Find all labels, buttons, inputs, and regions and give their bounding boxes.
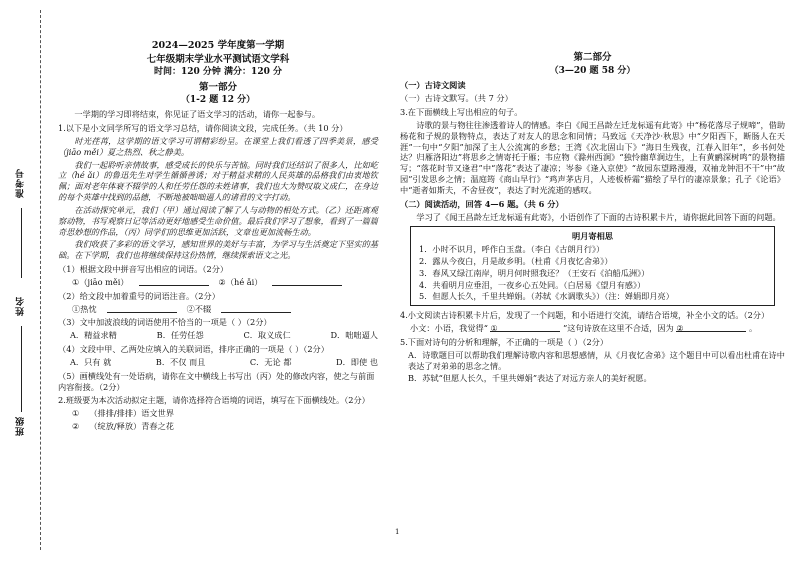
- q2-line-1-text: （排排/排排）语文世界: [89, 408, 174, 419]
- q1-sub3-option-b[interactable]: B．任劳任怨: [156, 330, 204, 341]
- poem-card-title: 明月寄相思: [572, 231, 613, 242]
- q5-option-b[interactable]: B．苏轼“但愿人长久，千里共婵娟”表达了对远方亲人的美好祝愿。: [408, 373, 652, 384]
- q5-option-a[interactable]: A．诗歌题目可以帮助我们理解诗歌内容和思想感情，从《月夜忆舍弟》这个题目中可以看出杜甫在诗中表达了对弟弟的思念之情。: [408, 349, 785, 371]
- q1-paragraph-2: 我们一起聆听亲情故事，感受成长的快乐与苦恼。同时我们还结识了很多人，比如屹立（hé ǎi）的鲁迅先生对学生循循善诱；对于精益求精的人民英雄的品格我们由衷地钦佩；面对老年体衰不辍学的人和任劳任怨的未姓诸事，我们也大为赞叹取义成仁，在身边的每个英雄中找到的品德，不断地被咄咄逼人的诸君的文字打动。: [58, 159, 378, 203]
- exam-number-line: [21, 208, 22, 278]
- q2-line-2: [58, 421, 378, 432]
- q2-line-1: [58, 408, 378, 419]
- q1-sub3-option-a[interactable]: A．精益求精: [70, 330, 117, 341]
- exam-subtitle: 七年级期末学业水平测试语文学科: [146, 53, 290, 65]
- q1-sub3-options: [58, 330, 378, 341]
- q4-blank-1-num: ①: [490, 323, 498, 334]
- q1-sub4-option-b[interactable]: B．不仅 而且: [155, 356, 206, 367]
- q2-line-2-text: （绽放/释放）青春之花: [89, 421, 174, 432]
- class-line: [21, 396, 22, 412]
- poem-card: [410, 226, 775, 306]
- part2-title: 第二部分: [573, 52, 612, 63]
- binding-dashed-line: [40, 10, 41, 550]
- part2-section-2: （二）阅读活动，回答 4—6 题。（共 6 分）: [400, 198, 564, 209]
- q4-blank-1[interactable]: [490, 323, 560, 332]
- exam-number-label: 准考号: [16, 168, 26, 198]
- q4-middle: ”这句诗放在这里不合适，因为: [563, 323, 674, 334]
- q2-stem: 2.班级要为本次活动拟定主题，请你选择符合语境的词语，填写在下面横线处。（2分）: [58, 395, 370, 406]
- right-column: [400, 40, 785, 384]
- q1-sub2-a-label: ①热忱: [72, 303, 97, 314]
- part2-section-1-sub: （一）古诗文默写。（共 7 分）: [400, 93, 513, 104]
- q1-sub1-b-blank[interactable]: [272, 277, 342, 286]
- q3-body: 诗歌的景与物往往渗透着诗人的情感。李白《闻王昌龄左迁龙标遥有此寄》中“杨花落尽子规啼”，借助杨花和子规的景物特点，表达了对友人的思念和同情；马致远《天净沙·秋思》中“夕阳西下，断肠人在天涯”一句中“夕阳”加深了主人公流寓的乡愁；王湾《次北固山下》“海日生残夜，江春入旧年”，乡书何处达？归雁洛阳边”将思乡之情寄托于雁；韦应物《滁州西涧》“独怜幽草涧边生，上有黄鹂深树鸣”的景物描写；“落花时节又逢君”中“落花”表达了凄凉；岑参《逢入京使》“故园东望路漫漫，双袖龙钟泪不干”中“故园”引发思乡之情；温庭筠《商山早行》“鸡声茅店月，人迹板桥霜”描绘了早行的凄凉景象；孔子《论语》中“逝者如斯夫，不舍昼夜”，表达了时光流逝的感叹。: [400, 119, 786, 195]
- part2-section-1: （一）古诗文阅读: [400, 80, 466, 91]
- q4-prefix: 小文：小语，我觉得“: [410, 323, 488, 334]
- q2-num-1: ①: [72, 408, 80, 419]
- q1-sub3-option-c[interactable]: C．取义成仁: [243, 330, 291, 341]
- q5-stem: 5.下面对诗句的分析和理解，不正确的一项是（ ）（2分）: [400, 336, 609, 347]
- poem-card-line-3: 3．春风又绿江南岸，明月何时照我还？（王安石《泊船瓜洲》）: [419, 267, 650, 278]
- q4-blank-2[interactable]: [676, 323, 746, 332]
- q1-sub3-option-d[interactable]: D．咄咄逼人: [330, 330, 378, 341]
- poem-card-line-5: 5．但愿人长久，千里共婵娟。（苏轼《水调歌头》）（注：婵娟即月亮）: [419, 291, 674, 302]
- name-label: 姓名: [16, 296, 26, 316]
- q4-answer-line: [400, 323, 785, 334]
- q1-sub4-option-a[interactable]: A．只有 就: [70, 356, 112, 367]
- part1-title: 第一部分: [198, 81, 237, 93]
- q1-sub4-stem: （4）文段中甲、乙两处应填入的关联词语，排序正确的一项是（ ）（2分）: [58, 344, 329, 355]
- q1-sub1-a-label: ①（jiāo měi）: [72, 276, 129, 287]
- q1-paragraph-4: 我们收获了多彩的语文学习，感知世界的美好与丰富，为学习与生活奠定下坚实的基础。在下学期，我们也将继续保持这份热情，继续探索语文之光。: [58, 239, 378, 261]
- q1-sub5-stem: （5）画横线处有一处语病，请你在文中横线上书写出（丙）处的修改内容，使之与前面内容衔接。（2分）: [58, 370, 375, 392]
- part1-range: （1-2 题 12 分）: [180, 95, 256, 106]
- q1-sub1-b-label: ②（hé ǎi）: [218, 276, 263, 287]
- q1-sub4-option-c[interactable]: C．无论 都: [249, 356, 292, 367]
- exam-meta: 时间：120 分钟 满分：120 分: [154, 67, 282, 78]
- part1-intro: 一学期的学习即将结束，你见证了语文学习的活动，请你一起参与。: [74, 109, 321, 120]
- q1-paragraph-1: 时光荏苒，这学期的语文学习可谓精彩纷呈。在课堂上我们看透了四季美景，感受（jiāo měi）夏之热烈、秋之静美。: [58, 136, 378, 157]
- poem-card-line-4: 4．共看明月应垂泪，一夜乡心五处同。（白居易《望月有感》）: [419, 279, 646, 290]
- exam-title: 2024—2025 学年度第一学期: [151, 40, 285, 51]
- q2-num-2: ②: [72, 421, 80, 432]
- poem-card-line-1: 1．小时不识月，呼作白玉盘。（李白《古朗月行》）: [419, 244, 605, 255]
- q1-sub3-stem: （3）文中加波浪线的词语使用不恰当的一项是（ ）（2分）: [58, 317, 272, 328]
- q4-blank-2-num: ②: [676, 323, 684, 334]
- left-column: [58, 40, 378, 432]
- q1-sub1-stem: （1）根据文段中拼音写出相应的词语。（2分）: [58, 264, 229, 275]
- q1-sub2-a-blank[interactable]: [107, 304, 177, 313]
- q1-sub4-options: [58, 357, 378, 368]
- q1-stem: 1.以下是小文同学所写的语文学习总结，请你阅读文段，完成任务。（共 10 分）: [58, 123, 348, 134]
- q1-sub2-b-blank[interactable]: [221, 304, 291, 313]
- part2-section-2-intro: 学习了《闻王昌龄左迁龙标遥有此寄》，小语创作了下面的古诗积累卡片，请你据此回答下面的问题。: [416, 211, 781, 222]
- q1-sub1-a-blank[interactable]: [139, 277, 209, 286]
- class-label: 班级: [16, 416, 26, 436]
- q1-sub2-b-label: ②不辍: [186, 303, 212, 314]
- q1-sub2-stem: （2）给文段中加着重号的词语注音。（2分）: [58, 290, 220, 301]
- q1-sub4-option-d[interactable]: D．即使 也: [336, 356, 378, 367]
- q4-tail: 。: [748, 323, 758, 334]
- name-line: [21, 326, 22, 406]
- poem-card-line-2: 2．露从今夜白，月是故乡明。（杜甫《月夜忆舍弟》）: [419, 256, 613, 266]
- page-number: 1: [395, 528, 400, 536]
- part2-range: （3—20 题 58 分）: [549, 65, 636, 76]
- q1-sub1-answers: [58, 277, 378, 288]
- binding-margin: [0, 0, 52, 561]
- q3-stem: 3.在下面横线上写出相应的句子。: [400, 107, 523, 118]
- q4-stem: 4.小文阅读古诗积累卡片后，发现了一个问题，和小语进行交流，请结合语境，补全小文的话。（2分）: [400, 310, 770, 321]
- q1-sub2-answers: [58, 304, 378, 315]
- q1-paragraph-3: 在活动探究单元，我们（甲）通过阅读了解了人与动物的相处方式。（乙）还距离观察动物，书写观察日记等活动更好地感受生命价值。最后我们学习了想象，看到了一篇篇奇思妙想的作品，（丙）同学们的思维更加活跃，文章也更加流畅生动。: [58, 204, 378, 237]
